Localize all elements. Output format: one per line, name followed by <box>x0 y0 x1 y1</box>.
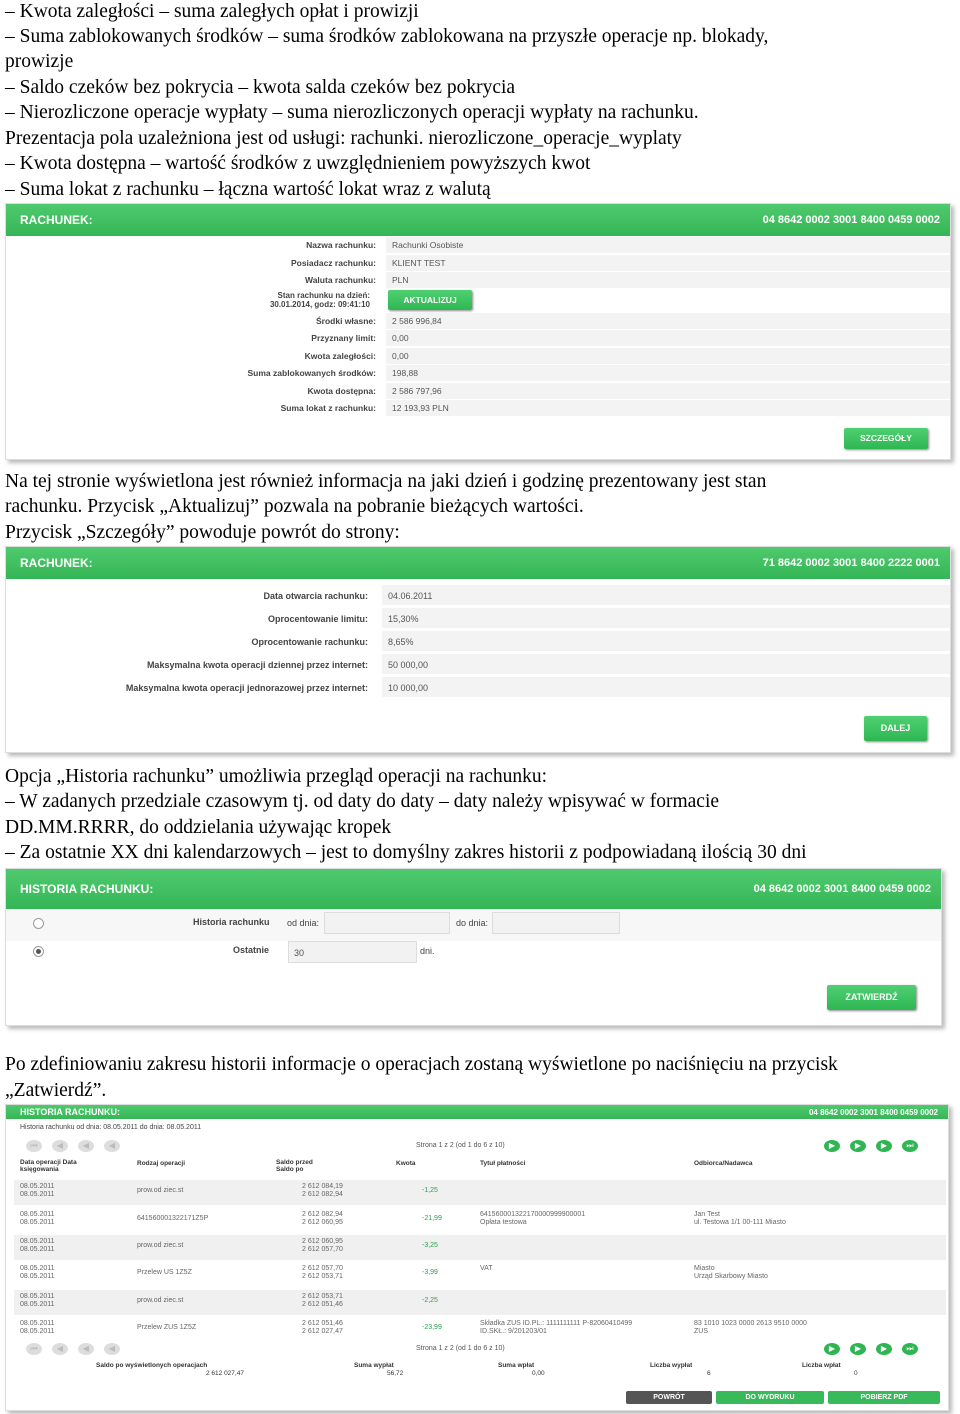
body-line: Opcja „Historia rachunku” umożliwia przegląd operacji na rachunku: <box>5 766 547 787</box>
last-days-row <box>6 941 941 971</box>
next-page-icon[interactable]: ▶ <box>850 1343 866 1355</box>
range-row <box>6 909 941 941</box>
next-page-icon[interactable]: ▶ <box>876 1343 892 1355</box>
cell-b2: 2 612 053,71 <box>302 1273 343 1280</box>
row-value: 10 000,00 <box>382 677 950 698</box>
cell-title1: Składka ZUS ID.PL.: 1111111111 P-82060410499 <box>480 1320 633 1327</box>
cell-type: prow.od ziec.st <box>137 1242 184 1249</box>
row-label: Suma zablokowanych środków: <box>247 368 376 378</box>
cell-party2: ZUS <box>694 1328 708 1335</box>
table-row <box>14 1208 946 1233</box>
from-date-input[interactable] <box>324 912 450 934</box>
info-row <box>6 608 950 630</box>
body-line: rachunku. Przycisk „Aktualizuj” pozwala na pobranie bieżących wartości. <box>5 496 584 517</box>
table-row <box>14 1180 946 1205</box>
row-label: Kwota zaległości: <box>304 351 376 361</box>
header-type: Rodzaj operacji <box>137 1160 186 1167</box>
body-line: – Za ostatnie XX dni kalendarzowych – jest to domyślny zakres historii z podpowiadaną ilością 30 dni <box>5 842 807 863</box>
prev-page-icon: ◀ <box>104 1343 120 1355</box>
next-button[interactable]: DALEJ <box>864 716 927 741</box>
row-value: 12 193,93 PLN <box>386 400 950 417</box>
first-page-icon: ⏮ <box>26 1140 42 1152</box>
cell-d2: 08.05.2011 <box>20 1191 55 1198</box>
cell-amount: -2,25 <box>422 1297 438 1304</box>
intro-line: – Kwota zaległości – suma zaległych opłat i prowizji <box>5 1 419 22</box>
cell-type: Przelew US 1Z5Z <box>137 1269 192 1276</box>
panel-title: HISTORIA RACHUNKU: <box>20 882 154 896</box>
panel-title: RACHUNEK: <box>20 213 93 227</box>
payout-value: 56,72 <box>387 1370 404 1377</box>
details-button[interactable]: SZCZEGÓŁY <box>844 428 928 449</box>
history-range-panel <box>5 868 942 1026</box>
state-label: Stan rachunku na dzień: <box>277 291 370 300</box>
header-amount: Kwota <box>396 1160 416 1167</box>
cell-d1: 08.05.2011 <box>20 1183 55 1190</box>
intro-line: – Suma zablokowanych środków – suma środków zablokowana na przyszłe operacje np. blokady, <box>5 26 769 47</box>
account-number: 04 8642 0002 3001 8400 0459 0002 <box>753 883 931 895</box>
row-value: 8,65% <box>382 631 950 652</box>
panel-title: HISTORIA RACHUNKU: <box>20 1107 120 1117</box>
row-value: 04.06.2011 <box>382 585 950 606</box>
intro-line: – Kwota dostępna – wartość środków z uwzględnieniem powyższych kwot <box>5 153 591 174</box>
info-row <box>6 400 950 418</box>
panel-header <box>6 204 950 236</box>
history-label: Historia rachunku <box>193 917 270 927</box>
confirm-button[interactable]: ZATWIERDŹ <box>827 985 916 1010</box>
days-label: dni. <box>420 946 435 956</box>
cell-d2: 08.05.2011 <box>20 1246 55 1253</box>
row-value: 15,30% <box>382 608 950 629</box>
table-row <box>14 1262 946 1287</box>
row-value: 2 586 996,84 <box>386 313 950 330</box>
row-label: Oprocentowanie rachunku: <box>251 637 368 647</box>
row-label: Posiadacz rachunku: <box>290 258 376 268</box>
table-header <box>14 1157 946 1177</box>
table-row <box>14 1235 946 1260</box>
next-page-icon[interactable]: ▶ <box>876 1140 892 1152</box>
body-line: DD.MM.RRRR, do oddzielania używając kropek <box>5 817 392 838</box>
range-radio[interactable] <box>33 918 44 929</box>
cell-d1: 08.05.2011 <box>20 1293 55 1300</box>
info-row <box>6 585 950 607</box>
cell-amount: -3,25 <box>422 1242 438 1249</box>
cell-b1: 2 612 060,95 <box>302 1238 343 1245</box>
table-footer <box>14 1361 946 1381</box>
info-row <box>6 255 950 273</box>
print-button[interactable]: DO WYDRUKU <box>716 1391 824 1404</box>
cell-title1: 641560001322170000999900001 <box>480 1211 586 1218</box>
pdf-button[interactable]: POBIERZ PDF <box>828 1391 940 1404</box>
row-value: Rachunki Osobiste <box>386 237 950 254</box>
days-input[interactable]: 30 <box>288 941 417 963</box>
body-line: Na tej stronie wyświetlona jest również informacja na jaki dzień i godzinę prezentowany jest stan <box>5 471 767 492</box>
prev-page-icon: ◀ <box>104 1140 120 1152</box>
intro-line: – Saldo czeków bez pokrycia – kwota salda czeków bez pokrycia <box>5 77 516 98</box>
cell-party1: Miasto <box>694 1265 715 1272</box>
prev-page-icon: ◀ <box>78 1343 94 1355</box>
pager-info: Strona 1 z 2 (od 1 do 6 z 10) <box>416 1345 505 1352</box>
next-page-icon[interactable]: ▶ <box>824 1343 840 1355</box>
row-label: Nazwa rachunku: <box>306 240 376 250</box>
cell-b1: 2 612 082,94 <box>302 1211 343 1218</box>
payin-value: 0,00 <box>532 1370 545 1377</box>
last-label: Ostatnie <box>233 945 270 955</box>
row-label: Maksymalna kwota operacji dziennej przez internet: <box>146 660 368 670</box>
account-details-panel <box>5 546 951 753</box>
header-dates: Data operacji Data księgowania <box>20 1159 77 1173</box>
intro-line: Prezentacja pola uzależniona jest od usługi: rachunki. nierozliczone_operacje_wyplaty <box>5 128 682 149</box>
cell-b2: 2 612 082,94 <box>302 1191 343 1198</box>
info-row <box>6 631 950 653</box>
row-value: 50 000,00 <box>382 654 950 675</box>
panel-header <box>6 869 941 909</box>
cell-party1: 83 1010 1023 0000 2613 9510 0000 <box>694 1320 807 1327</box>
body-line: „Zatwierdź”. <box>5 1080 107 1101</box>
table-row <box>14 1290 946 1315</box>
cell-amount: -3,99 <box>422 1269 438 1276</box>
table-row <box>14 1317 946 1342</box>
cell-amount: -21,99 <box>422 1215 442 1222</box>
cell-type: 641560001322171Z5P <box>137 1215 209 1222</box>
cell-b2: 2 612 051,46 <box>302 1301 343 1308</box>
row-value: KLIENT TEST <box>386 255 950 272</box>
info-row <box>6 330 950 348</box>
info-row <box>6 365 950 383</box>
cell-title1: VAT <box>480 1265 493 1272</box>
row-label: Suma lokat z rachunku: <box>280 403 376 413</box>
balance-label: Saldo po wyświetlonych operacjach <box>96 1362 208 1369</box>
row-value: PLN <box>386 272 950 289</box>
cell-d1: 08.05.2011 <box>20 1265 55 1272</box>
header-balance: Saldo przed Saldo po <box>276 1159 313 1173</box>
cell-party2: ul. Testowa 1/1 00-111 Miasto <box>694 1219 786 1226</box>
payin-count: 0 <box>854 1370 858 1377</box>
row-value: 2 586 797,96 <box>386 383 950 400</box>
from-label: od dnia: <box>287 918 320 928</box>
cell-type: prow.od ziec.st <box>137 1187 184 1194</box>
cell-d2: 08.05.2011 <box>20 1301 55 1308</box>
cell-type: prow.od ziec.st <box>137 1297 184 1304</box>
info-row <box>6 383 950 401</box>
cell-b2: 2 612 027,47 <box>302 1328 343 1335</box>
cell-b1: 2 612 051,46 <box>302 1320 343 1327</box>
payin-count-label: Liczba wpłat <box>802 1362 841 1369</box>
body-line: Po zdefiniowaniu zakresu historii informacje o operacjach zostaną wyświetlone po naciśnięciu na przycisk <box>5 1054 838 1075</box>
cell-b1: 2 612 084,19 <box>302 1183 343 1190</box>
cell-d2: 08.05.2011 <box>20 1273 55 1280</box>
first-page-icon: ⏮ <box>26 1343 42 1355</box>
pager-info: Strona 1 z 2 (od 1 do 6 z 10) <box>416 1142 505 1149</box>
prev-page-icon: ◀ <box>52 1140 68 1152</box>
last-page-icon[interactable]: ⏭ <box>902 1343 918 1355</box>
intro-line: – Nierozliczone operacje wypłaty – suma nierozliczonych operacji wypłaty na rachunku. <box>5 102 699 123</box>
cell-type: Przelew ZUS 1Z5Z <box>137 1324 197 1331</box>
payout-label: Suma wypłat <box>354 1362 394 1369</box>
row-label: Data otwarcia rachunku: <box>263 591 368 601</box>
cell-b2: 2 612 060,95 <box>302 1219 343 1226</box>
account-number: 04 8642 0002 3001 8400 0459 0002 <box>808 1107 938 1117</box>
next-page-icon[interactable]: ▶ <box>850 1140 866 1152</box>
cell-b2: 2 612 057,70 <box>302 1246 343 1253</box>
body-line: Przycisk „Szczegóły” powoduje powrót do strony: <box>5 522 400 543</box>
header-title: Tytuł płatności <box>480 1160 526 1167</box>
row-label: Kwota dostępna: <box>307 386 376 396</box>
row-value: 0,00 <box>386 330 950 347</box>
last-page-icon[interactable]: ⏭ <box>902 1140 918 1152</box>
info-row <box>6 237 950 255</box>
last-days-radio[interactable] <box>33 946 44 957</box>
cell-b1: 2 612 053,71 <box>302 1293 343 1300</box>
panel-header <box>6 1105 948 1119</box>
info-row <box>6 677 950 699</box>
info-row <box>6 348 950 366</box>
cell-d2: 08.05.2011 <box>20 1219 55 1226</box>
info-row <box>6 654 950 676</box>
account-number: 04 8642 0002 3001 8400 0459 0002 <box>762 214 940 226</box>
payout-count: 6 <box>707 1370 711 1377</box>
cell-party2: Urząd Skarbowy Miasto <box>694 1273 768 1280</box>
cell-b1: 2 612 057,70 <box>302 1265 343 1272</box>
payout-count-label: Liczba wypłat <box>650 1362 693 1369</box>
prev-page-icon: ◀ <box>78 1140 94 1152</box>
cell-amount: -1,25 <box>422 1187 438 1194</box>
row-value: 198,88 <box>386 365 950 382</box>
account-number: 71 8642 0002 3001 8400 2222 0001 <box>762 557 940 569</box>
cell-party1: Jan Test <box>694 1211 720 1218</box>
cell-d2: 08.05.2011 <box>20 1328 55 1335</box>
row-label: Waluta rachunku: <box>305 275 376 285</box>
update-button[interactable]: AKTUALIZUJ <box>388 290 472 310</box>
header-party: Odbiorca/Nadawca <box>694 1160 753 1167</box>
cell-d1: 08.05.2011 <box>20 1211 55 1218</box>
row-label: Oprocentowanie limitu: <box>267 614 368 624</box>
cell-d1: 08.05.2011 <box>20 1320 55 1327</box>
to-label: do dnia: <box>456 918 489 928</box>
cell-title2: Opłata testowa <box>480 1219 527 1226</box>
state-datetime: 30.01.2014, godz: 09:41:10 <box>269 300 370 309</box>
panel-header <box>6 547 950 579</box>
cell-amount: -23,99 <box>422 1324 442 1331</box>
state-row <box>6 290 950 312</box>
body-line: – W zadanych przedziale czasowym tj. od daty do daty – daty należy wpisywać w formacie <box>5 791 720 812</box>
row-label: Przyznany limit: <box>311 333 376 343</box>
row-label: Maksymalna kwota operacji jednorazowej przez internet: <box>125 683 368 693</box>
intro-line: – Suma lokat z rachunku – łączna wartość lokat wraz z walutą <box>5 179 491 200</box>
payin-label: Suma wpłat <box>498 1362 535 1369</box>
account-summary-panel <box>5 203 951 460</box>
cell-title2: ID.SKŁ.: 9/201203/01 <box>480 1328 547 1335</box>
intro-line: prowizje <box>5 51 74 72</box>
history-subtitle: Historia rachunku od dnia: 08.05.2011 do dnia: 08.05.2011 <box>20 1124 202 1131</box>
info-row <box>6 272 950 290</box>
row-value: 0,00 <box>386 348 950 365</box>
history-table-panel <box>5 1104 949 1411</box>
back-button[interactable]: POWRÓT <box>626 1391 712 1404</box>
next-page-icon[interactable]: ▶ <box>824 1140 840 1152</box>
to-date-input[interactable] <box>492 912 620 934</box>
prev-page-icon: ◀ <box>52 1343 68 1355</box>
info-row <box>6 313 950 331</box>
row-label: Środki własne: <box>316 316 376 326</box>
balance-value: 2 612 027,47 <box>206 1370 244 1377</box>
cell-d1: 08.05.2011 <box>20 1238 55 1245</box>
panel-title: RACHUNEK: <box>20 556 93 570</box>
